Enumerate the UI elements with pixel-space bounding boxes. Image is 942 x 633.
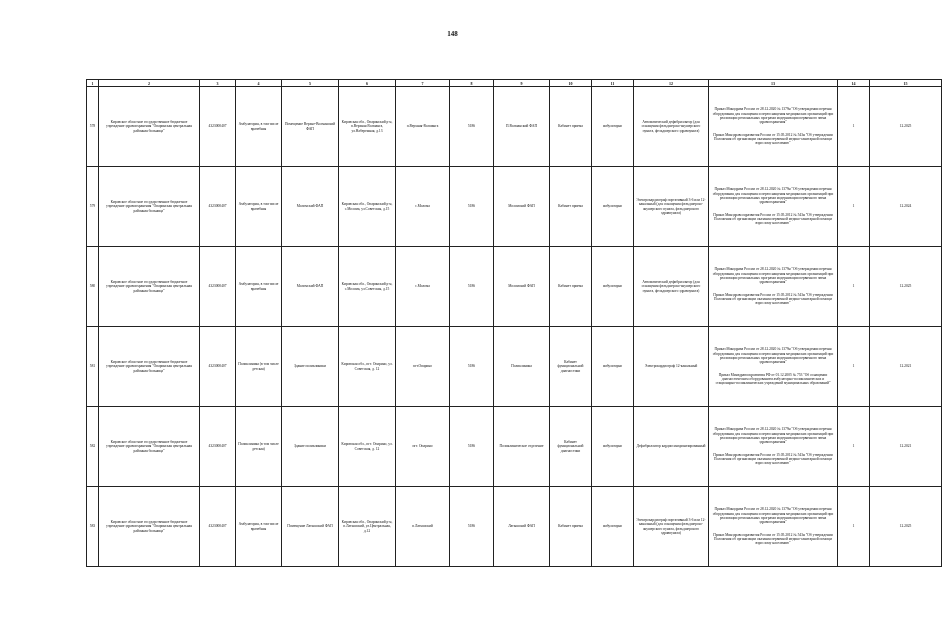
settlement: с.Молома <box>396 167 450 247</box>
deadline: 12.2021 <box>870 407 942 487</box>
quantity: 1 <box>838 327 870 407</box>
inn: 4323000407 <box>200 327 236 407</box>
table-row <box>87 407 942 487</box>
table-row <box>87 487 942 567</box>
equipment: Электрокардиограф портативный 3-6 или 12-канальный (для оснащения фельдшерско-акушерского пункта, фельдшерского здравпункта) <box>634 167 709 247</box>
table-row <box>87 167 942 247</box>
deadline: 12.2025 <box>870 87 942 167</box>
table-row <box>87 327 942 407</box>
inn: 4323000407 <box>200 87 236 167</box>
care-mode: амбулаторно <box>592 87 634 167</box>
col-header: 7 <box>396 80 450 87</box>
legal-basis-order-1: Приказ Минздрава России от 28.12.2020 № 1379н "Об утверждении перечня оборудования для оснащения и переоснащения медицинских организаций при реализации региональных программ модернизации первичного звена здравоохранения" <box>712 107 834 125</box>
equipment: Электрокардиограф 12-канальный <box>634 327 709 407</box>
row-number: 579 <box>87 167 99 247</box>
address: Кировская обл., пгт. Опарино, ул. Советская, д. 12 <box>339 407 396 487</box>
equipment: Автоматический дефибриллятор (для оснащения фельдшерско-акушерского пункта, фельдшерского здравпункта) <box>634 247 709 327</box>
building: Помещение Верхне-Волманский ФАП <box>282 87 339 167</box>
col-header: 11 <box>592 80 634 87</box>
row-number: 581 <box>87 327 99 407</box>
legal-basis-order-2: Приказ Минздравсоцразвития России от 15.05.2012 № 543н "Об утверждении Положения об организации оказания первичной медико-санитарной помощи взрослому населению" <box>713 292 833 306</box>
address: Кировская обл., Опаринский р-н, п.Латышский, ул.Центральная, д.12 <box>339 487 396 567</box>
page-number: 148 <box>447 30 458 38</box>
col-header: 15 <box>870 80 942 87</box>
settlement: п.Латышский <box>396 487 450 567</box>
building: Здание поликлиники <box>282 407 339 487</box>
unit-type: Поликлиника (в том числе детская) <box>236 327 282 407</box>
care-mode: амбулаторно <box>592 407 634 487</box>
deadline: 12.2021 <box>870 327 942 407</box>
settlement: с.Молома <box>396 247 450 327</box>
legal-basis-order-2: Приказ Минздравсоцразвития России от 15.05.2012 № 543н "Об утверждении Положения об организации оказания первичной медико-санитарной помощи взрослому населению" <box>713 532 833 546</box>
settlement: п.Верхняя-Волманга <box>396 87 450 167</box>
col-header: 10 <box>550 80 592 87</box>
quantity: 1 <box>838 407 870 487</box>
department: Моломский ФАП <box>494 167 550 247</box>
deadline: 12.2025 <box>870 247 942 327</box>
code: 5186 <box>450 407 494 487</box>
col-header: 14 <box>838 80 870 87</box>
building: Моломский ФАП <box>282 167 339 247</box>
table-row <box>87 87 942 167</box>
department: П.Волманский ФАП <box>494 87 550 167</box>
legal-basis <box>709 327 838 407</box>
equipment: Дефибриллятор кардиосинхронизированный <box>634 407 709 487</box>
building: Моломский ФАП <box>282 247 339 327</box>
settlement: пгт. Опарино <box>396 407 450 487</box>
equipment: Электрокардиограф портативный 3-6 или 12-канальный (для оснащения фельдшерско-акушерского пункта, фельдшерского здравпункта) <box>634 487 709 567</box>
header-row <box>87 80 942 87</box>
legal-basis <box>709 247 838 327</box>
department: Латышский ФАП <box>494 487 550 567</box>
legal-basis-order-2: Приказ Минздравсоцразвития России от 15.05.2012 № 543н "Об утверждении Положения об организации оказания первичной медико-санитарной помощи взрослому населению" <box>713 452 833 466</box>
care-mode: амбулаторно <box>592 487 634 567</box>
equipment-table <box>86 79 942 567</box>
code: 5186 <box>450 247 494 327</box>
col-header: 5 <box>282 80 339 87</box>
quantity: 1 <box>838 87 870 167</box>
legal-basis-order-2: Приказ Минздравсоцразвития РФ от 01.12.2005 № 753 "Об оснащении диагностическим оборудованием амбулаторно-поликлинических и стационарно-поликлинических учреждений муниципальных образований" <box>715 372 831 386</box>
legal-basis-order-1: Приказ Минздрава России от 28.12.2020 № 1379н "Об утверждении перечня оборудования для оснащения и переоснащения медицинских организаций при реализации региональных программ модернизации первичного звена здравоохранения" <box>712 347 834 365</box>
organization-name: Кировское областное государственное бюджетное учреждение здравоохранения "Опаринская центральная районная больница" <box>99 327 200 407</box>
address: Кировская обл., Опаринский р-н, п.Верхняя Волманга, ул.Набережная, д.13 <box>339 87 396 167</box>
organization-name: Кировское областное государственное бюджетное учреждение здравоохранения "Опаринская центральная районная больница" <box>99 407 200 487</box>
quantity: 1 <box>838 167 870 247</box>
inn: 4323000407 <box>200 167 236 247</box>
room: Кабинет функциональной диагностики <box>550 327 592 407</box>
room: Кабинет приема <box>550 487 592 567</box>
address: Кировская обл., пгт. Опарино, ул. Советская, д. 12 <box>339 327 396 407</box>
organization-name: Кировское областное государственное бюджетное учреждение здравоохранения "Опаринская центральная районная больница" <box>99 487 200 567</box>
unit-type: Амбулатория, в том числе врачебная <box>236 167 282 247</box>
col-header: 13 <box>709 80 838 87</box>
legal-basis-order-1: Приказ Минздрава России от 28.12.2020 № 1379н "Об утверждении перечня оборудования для оснащения и переоснащения медицинских организаций при реализации региональных программ модернизации первичного звена здравоохранения" <box>712 187 834 205</box>
unit-type: Поликлиника (в том числе детская) <box>236 407 282 487</box>
organization-name: Кировское областное государственное бюджетное учреждение здравоохранения "Опаринская центральная районная больница" <box>99 247 200 327</box>
row-number: 580 <box>87 247 99 327</box>
table-row <box>87 247 942 327</box>
organization-name: Кировское областное государственное бюджетное учреждение здравоохранения "Опаринская центральная районная больница" <box>99 87 200 167</box>
settlement: пгт.Опарино <box>396 327 450 407</box>
col-header: 9 <box>494 80 550 87</box>
col-header: 4 <box>236 80 282 87</box>
legal-basis <box>709 167 838 247</box>
deadline: 12.2024 <box>870 167 942 247</box>
department: Поликлиника <box>494 327 550 407</box>
legal-basis-order-1: Приказ Минздрава России от 28.12.2020 № 1379н "Об утверждении перечня оборудования для оснащения и переоснащения медицинских организаций при реализации региональных программ модернизации первичного звена здравоохранения" <box>712 507 834 525</box>
organization-name: Кировское областное государственное бюджетное учреждение здравоохранения "Опаринская центральная районная больница" <box>99 167 200 247</box>
code: 5186 <box>450 87 494 167</box>
col-header: 2 <box>99 80 200 87</box>
room: Кабинет функциональной диагностики <box>550 407 592 487</box>
code: 5186 <box>450 167 494 247</box>
care-mode: амбулаторно <box>592 167 634 247</box>
room: Кабинет приема <box>550 87 592 167</box>
inn: 4323000407 <box>200 487 236 567</box>
col-header: 6 <box>339 80 396 87</box>
row-number: 582 <box>87 407 99 487</box>
department: Моломский ФАП <box>494 247 550 327</box>
deadline: 12.2025 <box>870 487 942 567</box>
code: 5186 <box>450 487 494 567</box>
room: Кабинет приема <box>550 247 592 327</box>
legal-basis <box>709 407 838 487</box>
care-mode: амбулаторно <box>592 247 634 327</box>
address: Кировская обл., Опаринский р-н, с.Молома, ул.Советская, д.15 <box>339 167 396 247</box>
col-header: 1 <box>87 80 99 87</box>
inn: 4323000407 <box>200 247 236 327</box>
legal-basis <box>709 487 838 567</box>
building: Здание поликлиники <box>282 327 339 407</box>
quantity: 1 <box>838 247 870 327</box>
legal-basis-order-1: Приказ Минздрава России от 28.12.2020 № 1379н "Об утверждении перечня оборудования для оснащения и переоснащения медицинских организаций при реализации региональных программ модернизации первичного звена здравоохранения" <box>712 427 834 445</box>
unit-type: Амбулатория, в том числе врачебная <box>236 87 282 167</box>
department: Поликлиническое отделение <box>494 407 550 487</box>
room: Кабинет приема <box>550 167 592 247</box>
row-number: 583 <box>87 487 99 567</box>
quantity: 1 <box>838 487 870 567</box>
legal-basis <box>709 87 838 167</box>
col-header: 12 <box>634 80 709 87</box>
row-number: 578 <box>87 87 99 167</box>
equipment: Автоматический дефибриллятор (для оснащения фельдшерско-акушерского пункта, фельдшерского здравпункта) <box>634 87 709 167</box>
legal-basis-order-2: Приказ Минздравсоцразвития России от 15.05.2012 № 543н "Об утверждении Положения об организации оказания первичной медико-санитарной помощи взрослому населению" <box>713 132 833 146</box>
legal-basis-order-2: Приказ Минздравсоцразвития России от 15.05.2012 № 543н "Об утверждении Положения об организации оказания первичной медико-санитарной помощи взрослому населению" <box>713 212 833 226</box>
care-mode: амбулаторно <box>592 327 634 407</box>
code: 5186 <box>450 327 494 407</box>
unit-type: Амбулатория, в том числе врачебная <box>236 487 282 567</box>
col-header: 8 <box>450 80 494 87</box>
address: Кировская обл., Опаринский р-н, с.Молома, ул.Советская, д.15 <box>339 247 396 327</box>
unit-type: Амбулатория, в том числе врачебная <box>236 247 282 327</box>
col-header: 3 <box>200 80 236 87</box>
inn: 4323000407 <box>200 407 236 487</box>
building: Помещение Латышский ФАП <box>282 487 339 567</box>
legal-basis-order-1: Приказ Минздрава России от 28.12.2020 № 1379н "Об утверждении перечня оборудования для оснащения и переоснащения медицинских организаций при реализации региональных программ модернизации первичного звена здравоохранения" <box>712 267 834 285</box>
